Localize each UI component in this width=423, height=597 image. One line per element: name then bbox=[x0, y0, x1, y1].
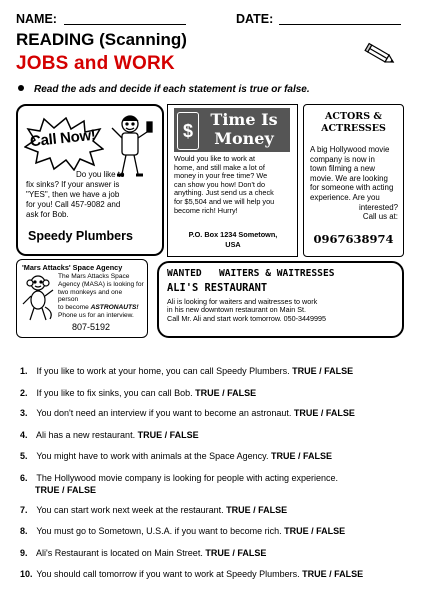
waiters-body: Ali is looking for waiters and waitresses to work in his new downtown restaurant on Main St. Call Mr. Ali and start work tomorrow. 050-3449995 bbox=[167, 297, 326, 323]
question-9: 9. Ali's Restaurant is located on Main Street. TRUE / FALSE bbox=[20, 548, 267, 558]
money-logo-text: Time Is Money bbox=[210, 110, 278, 148]
actors-phone: 0967638974 bbox=[313, 232, 394, 246]
space-title: 'Mars Attacks' Space Agency bbox=[22, 263, 123, 272]
instruction: Read the ads and decide if each statement is true or false. bbox=[18, 84, 310, 95]
question-1: 1. If you like to work at your home, you can call Speedy Plumbers. TRUE / FALSE bbox=[20, 366, 354, 376]
question-8: 8. You must go to Sometown, U.S.A. if you want to become rich. TRUE / FALSE bbox=[20, 526, 346, 536]
plumbers-body: Do you like to fix sinks? If your answer is "YES", then we have a job for you! Call 457-9082 and ask for Bob. bbox=[26, 170, 125, 219]
monkey-icon bbox=[20, 274, 56, 324]
true-false-choice[interactable]: TRUE / FALSE bbox=[293, 408, 355, 418]
money-body: Would you like to work at home, and still make a lot of money in your free time? We can show you how! Don't do anything. Just send us a check for $5,504 and we will help you become rich! Hurry! bbox=[174, 154, 275, 215]
true-false-choice[interactable]: TRUE / FALSE bbox=[137, 430, 199, 440]
bullet-icon bbox=[18, 85, 24, 91]
true-false-choice[interactable]: TRUE / FALSE bbox=[284, 526, 346, 536]
page-title: READING (Scanning) bbox=[16, 30, 187, 49]
true-false-choice[interactable]: TRUE / FALSE bbox=[195, 388, 257, 398]
waiters-title: WANTED WAITERS & WAITRESSES bbox=[167, 268, 335, 279]
true-false-choice[interactable]: TRUE / FALSE bbox=[205, 548, 267, 558]
pencil-icon bbox=[364, 42, 398, 68]
question-7: 7. You can start work next week at the restaurant. TRUE / FALSE bbox=[20, 505, 288, 515]
dollar-icon: $ bbox=[177, 112, 199, 150]
true-false-choice[interactable]: TRUE / FALSE bbox=[292, 366, 354, 376]
page-subtitle: JOBS and WORK bbox=[16, 53, 175, 74]
question-4: 4. Ali has a new restaurant. TRUE / FALSE bbox=[20, 430, 199, 440]
question-5: 5. You might have to work with animals at the Space Agency. TRUE / FALSE bbox=[20, 451, 333, 461]
name-label: NAME: bbox=[16, 12, 57, 26]
date-field[interactable] bbox=[279, 12, 401, 25]
question-2: 2. If you like to fix sinks, you can call Bob. TRUE / FALSE bbox=[20, 388, 257, 398]
question-6: 6. The Hollywood movie company is looking for people with acting experience. TRUE / FALSE bbox=[20, 473, 339, 495]
actors-body: A big Hollywood movie company is now in town filming a new movie. We are looking for someone with acting experience. Are you interested? Call us at: bbox=[310, 145, 398, 222]
space-body: The Mars Attacks Space Agency (MASA) is looking for two monkeys and one person to become ASTRONAUTS! Phone us for an interview. bbox=[58, 273, 144, 319]
money-address: P.O. Box 1234 Sometown, USA bbox=[188, 230, 278, 249]
actors-title: ACTORS & ACTRESSES bbox=[321, 111, 386, 134]
question-3: 3. You don't need an interview if you want to become an astronaut. TRUE / FALSE bbox=[20, 408, 355, 418]
name-field[interactable] bbox=[64, 12, 186, 25]
true-false-choice[interactable]: TRUE / FALSE bbox=[271, 451, 333, 461]
true-false-choice[interactable]: TRUE / FALSE bbox=[226, 505, 288, 515]
question-10: 10. You should call tomorrow if you want to work at Speedy Plumbers. TRUE / FALSE bbox=[20, 569, 364, 579]
waiters-restaurant-name: ALI'S RESTAURANT bbox=[167, 282, 268, 294]
plumbers-name: Speedy Plumbers bbox=[28, 229, 133, 243]
true-false-choice[interactable]: TRUE / FALSE bbox=[302, 569, 364, 579]
date-label: DATE: bbox=[236, 12, 274, 26]
true-false-choice[interactable]: TRUE / FALSE bbox=[35, 485, 97, 495]
call-now-text: Call Now! bbox=[29, 126, 97, 151]
space-phone: 807-5192 bbox=[72, 322, 111, 332]
